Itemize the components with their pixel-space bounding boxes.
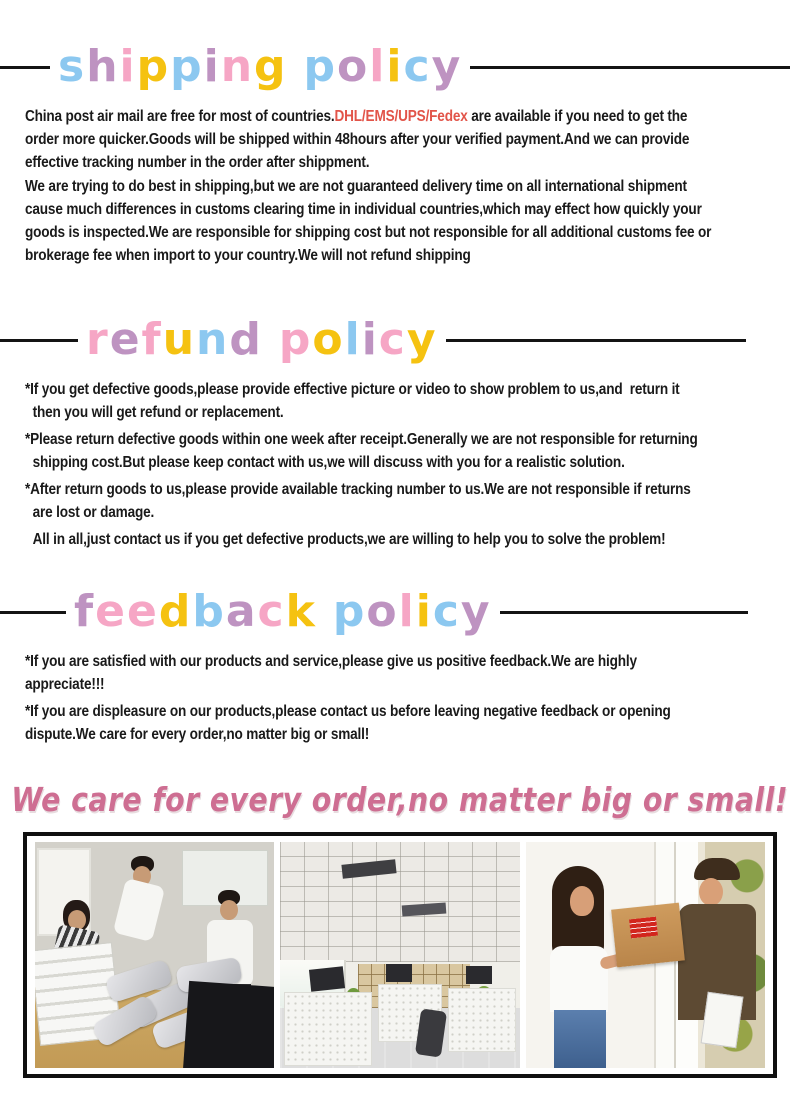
policy-paragraph — [25, 478, 790, 524]
cubicle-desk — [448, 988, 516, 1052]
title-letter: u — [162, 314, 197, 365]
policy-paragraph — [25, 105, 790, 174]
customer-woman-tank-top — [550, 946, 608, 1012]
title-letter: i — [361, 314, 379, 365]
policy-page — [0, 36, 800, 1116]
title-letter: i — [386, 41, 404, 92]
shipping-policy-text — [25, 105, 790, 267]
policy-text-segment: appreciate!!! — [25, 676, 105, 693]
policy-line — [25, 528, 675, 551]
cubicle-desk — [284, 992, 372, 1066]
title-letter: c — [378, 314, 407, 365]
refund-policy-text — [25, 378, 790, 551]
policy-text-segment: then you will get refund or replacement. — [32, 404, 284, 421]
policy-paragraph — [25, 428, 790, 474]
feedback-policy-header — [0, 581, 800, 643]
desk-monitor — [309, 966, 345, 991]
policy-line — [25, 428, 698, 451]
policy-text-segment: dispute.We care for every order,no matter big or small! — [25, 726, 370, 743]
refund-policy-title — [78, 314, 446, 365]
policy-line — [25, 221, 712, 244]
customer-woman-face — [570, 886, 594, 916]
policy-line — [25, 198, 702, 221]
header-right-line — [500, 611, 748, 614]
title-letter: h — [86, 41, 120, 92]
shipping-policy-title — [50, 41, 470, 92]
courier-face — [699, 878, 723, 906]
policy-text-segment: *After return goods to us,please provide available tracking number to us.We are not responsible if returns — [25, 481, 691, 498]
title-letter: p — [303, 41, 338, 92]
parcel-red-label — [629, 917, 658, 939]
policy-line — [25, 401, 675, 424]
title-letter: b — [192, 586, 226, 637]
title-letter: d — [229, 314, 263, 365]
policy-text-segment: effective tracking number in the order after shippment. — [25, 154, 370, 171]
title-letter: l — [344, 314, 362, 365]
policy-line — [25, 700, 675, 723]
courier-clipboard — [700, 992, 743, 1049]
policy-text-segment: cause much differences in customs clearing time in individual countries,which may effect how quickly your — [25, 201, 702, 218]
policy-paragraph — [25, 528, 790, 551]
policy-line — [25, 151, 675, 174]
title-letter: l — [398, 586, 416, 637]
title-letter: e — [95, 586, 127, 637]
policy-text-segment: *If you are displeasure on our products,please contact us before leaving negative feedback or opening — [25, 703, 671, 720]
policy-text-segment: order more quicker.Goods will be shipped within 48hours after your verified payment.And we can provide — [25, 131, 690, 148]
policy-paragraph — [25, 700, 790, 746]
carrier-names-highlight: DHL/EMS/UPS/Fedex — [334, 108, 468, 125]
title-letter: f — [74, 586, 96, 637]
shipping-policy-header — [0, 36, 800, 98]
title-letter: g — [254, 41, 288, 92]
header-left-dash — [0, 66, 50, 69]
title-letter: p — [332, 586, 367, 637]
policy-line — [25, 175, 687, 198]
policy-line — [25, 378, 680, 401]
policy-text-segment: China post air mail are free for most of countries. — [25, 108, 335, 125]
title-letter: i — [203, 41, 221, 92]
policy-text-segment: brokerage fee when import to your country.We will not refund shipping — [25, 247, 471, 264]
title-letter: d — [158, 586, 193, 637]
title-letter: y — [431, 41, 463, 92]
title-letter: o — [366, 586, 399, 637]
feedback-policy-title — [66, 586, 500, 637]
office-interior-photo — [280, 842, 519, 1068]
title-letter: c — [403, 41, 432, 92]
policy-paragraph — [25, 378, 790, 424]
feedback-policy-text — [25, 650, 790, 746]
title-letter: p — [278, 314, 313, 365]
courier-cap — [694, 858, 740, 880]
title-letter: y — [460, 586, 492, 637]
policy-text-segment: *If you are satisfied with our products and service,please give us positive feedback.We are highly — [25, 653, 637, 670]
title-letter: a — [225, 586, 258, 637]
header-left-dash — [0, 611, 66, 614]
customer-woman-jeans — [554, 1010, 606, 1068]
warehouse-packing-photo — [35, 842, 274, 1068]
title-letter: e — [127, 586, 159, 637]
title-letter: s — [58, 41, 87, 92]
title-letter: c — [432, 586, 461, 637]
policy-line — [25, 478, 691, 501]
title-letter: n — [220, 41, 255, 92]
header-right-line — [470, 66, 790, 69]
policy-text-segment: *If you get defective goods,please provide effective picture or video to show problem to us,and return it — [25, 381, 680, 398]
title-letter: i — [415, 586, 433, 637]
policy-text-segment: are lost or damage. — [32, 504, 155, 521]
policy-text-segment: goods is inspected.We are responsible for shipping cost but not responsible for all additional customs fee or — [25, 224, 712, 241]
office-ceiling-grid — [280, 842, 519, 962]
title-letter: k — [285, 586, 317, 637]
policy-line — [25, 128, 690, 151]
policy-text-segment: are available if you need to get the — [467, 108, 688, 125]
title-letter: f — [141, 314, 163, 365]
policy-line — [25, 723, 675, 746]
policy-line — [25, 673, 675, 696]
title-letter: p — [170, 41, 204, 92]
photo-strip — [23, 832, 777, 1078]
title-letter: e — [109, 314, 142, 365]
title-letter: l — [369, 41, 387, 92]
title-letter: r — [86, 314, 110, 365]
refund-policy-header — [0, 309, 800, 371]
policy-text-segment: All in all,just contact us if you get defective products,we are willing to help you to solve the problem! — [32, 531, 666, 548]
desk-monitor — [386, 964, 412, 982]
care-banner-text: We care for every order,no matter big or small! — [11, 779, 789, 819]
policy-text-segment: shipping cost.But please keep contact with us,we will discuss with you for a realistic solution. — [32, 454, 625, 471]
policy-line — [25, 501, 675, 524]
desk-monitor — [466, 966, 492, 984]
courier-delivery-photo — [526, 842, 765, 1068]
title-letter: i — [119, 41, 137, 92]
title-letter: o — [337, 41, 370, 92]
packer-man2-head — [220, 900, 238, 920]
policy-line — [25, 451, 675, 474]
title-letter: p — [136, 41, 171, 92]
policy-text-segment: *Please return defective goods within one week after receipt.Generally we are not responsible for returning — [25, 431, 698, 448]
dark-monitor — [183, 981, 274, 1068]
title-letter: c — [257, 586, 286, 637]
header-left-dash — [0, 339, 78, 342]
policy-line — [25, 244, 675, 267]
policy-paragraph — [25, 175, 790, 267]
header-right-line — [446, 339, 746, 342]
title-letter: o — [312, 314, 345, 365]
policy-line — [25, 105, 688, 128]
title-letter: n — [196, 314, 230, 365]
policy-line — [25, 650, 675, 673]
policy-paragraph — [25, 650, 790, 696]
care-banner — [0, 776, 800, 822]
policy-text-segment: We are trying to do best in shipping,but we are not guaranteed delivery time on all international shipment — [25, 178, 687, 195]
title-letter: y — [406, 314, 438, 365]
